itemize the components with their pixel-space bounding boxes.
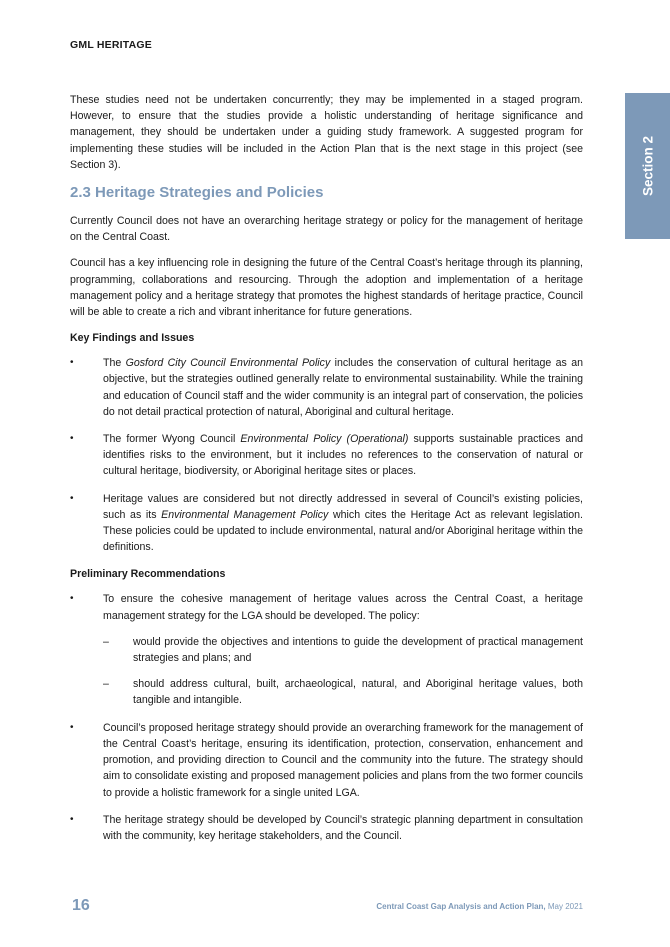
page-number: 16 (72, 897, 90, 914)
policy-title: Environmental Management Policy (161, 508, 329, 521)
intro-paragraph: These studies need not be undertaken concurrently; they may be implemented in a staged program. However, to ensure that the studies provide a holistic understanding of heritage significance and management, they should be undertaken under a guiding study framework. A suggested program for implementing these studies will be included in the Action Plan that is the next stage in this project (see Section 3). (70, 94, 583, 171)
findings-item-2: • The former Wyong Council Environmental Policy (Operational) supports sustainable practices and identifies risks to the environment, but it includes no references to the conservation of natural or cultural heritage, biodiversity, or Aboriginal heritage sites or places. (70, 431, 583, 480)
section-heading: 2.3 Heritage Strategies and Policies (70, 184, 324, 202)
recommendation-subitem-1: – would provide the objectives and intentions to guide the development of practical management strategies and plans; and (103, 634, 583, 666)
page-body (70, 92, 583, 855)
policy-title: Environmental Policy (Operational) (240, 433, 409, 446)
recommendation-sublist (103, 634, 583, 709)
recommendation-item-1: • To ensure the cohesive management of heritage values across the Central Coast, a heritage management strategy for the LGA should be developed. The policy: – would provide the objectives and intentions to guide the development of practical management strategies and plans; and – should address cultural, built, archaeological, natural, and Aboriginal heritage values, both tangible and intangible. (70, 591, 583, 708)
recommendations-list (70, 591, 583, 844)
policy-title: Gosford City Council Environmental Policy (125, 357, 331, 370)
recommendation-item-2: • Council’s proposed heritage strategy should provide an overarching framework for the management of the Central Coast’s heritage, ensuring its identification, protection, conservation, enhancement and promotion, and providing direction to Council and the community into the future. The strategy should aim to consolidate existing and proposed management policies and plans from the two former councils to provide a holistic framework for a single united LGA. (70, 720, 583, 801)
recommendations-heading: Preliminary Recommendations (70, 568, 226, 581)
footer-document-title: Central Coast Gap Analysis and Action Plan, May 2021 (376, 902, 583, 911)
section-paragraph-1: Currently Council does not have an overarching heritage strategy or policy for the management of heritage on the Central Coast. (70, 215, 583, 244)
section-tab (625, 93, 670, 239)
recommendation-item-3: • The heritage strategy should be developed by Council’s strategic planning department in consultation with the community, key heritage stakeholders, and the Council. (70, 812, 583, 844)
findings-list (70, 355, 583, 555)
running-header: GML HERITAGE (70, 39, 152, 51)
findings-heading: Key Findings and Issues (70, 332, 195, 345)
findings-item-1: • The Gosford City Council Environmental Policy includes the conservation of cultural heritage as an objective, but the strategies outlined generally relate to environmental sustainability. While the training and education of Council staff and the wider community is an integral part of conservation, the policies do not detail practical protection of natural, Aboriginal and cultural heritage. (70, 355, 583, 420)
section-paragraph-2: Council has a key influencing role in designing the future of the Central Coast’s heritage through its planning, programming, collaborations and resourcing. Through the adoption and implementation of a heritage management policy and a heritage strategy that promotes the highest standards of heritage practice, Council will be able to create a rich and vibrant inheritance for future generations. (70, 257, 583, 319)
findings-item-3: • Heritage values are considered but not directly addressed in several of Council’s existing policies, such as its Environmental Management Policy which cites the Heritage Act as relevant legislation. These policies could be updated to include environmental, natural and/or Aboriginal heritage within the definitions. (70, 491, 583, 556)
section-tab-label: Section 2 (640, 135, 655, 197)
recommendation-subitem-2: – should address cultural, built, archaeological, natural, and Aboriginal heritage values, both tangible and intangible. (103, 676, 583, 708)
